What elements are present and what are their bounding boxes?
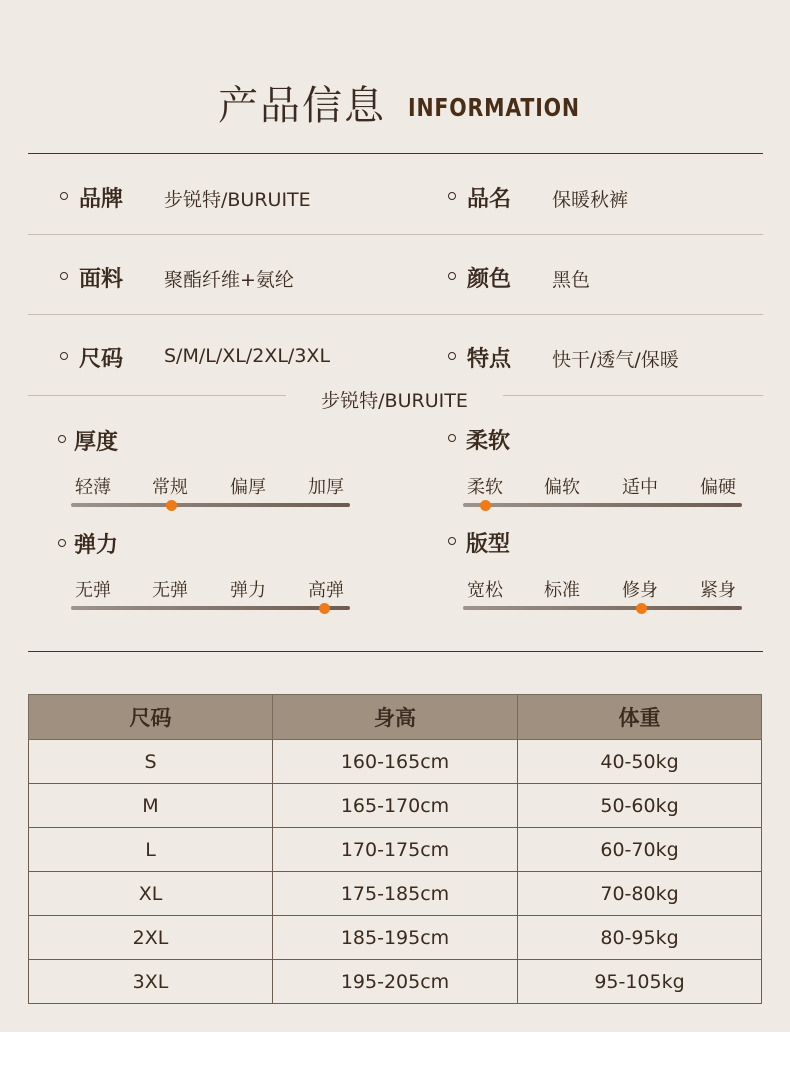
table-header-row [29,695,762,740]
table-cell: 2XL [29,916,273,960]
table-cell: 175-185cm [273,872,518,916]
scale-title-elasticity: 弹力 [74,533,119,558]
table-cell: 80-95kg [518,916,762,960]
table-cell: 160-165cm [273,740,518,784]
scale-indicator [166,500,177,511]
scale-option: 紧身 [700,580,736,601]
table-cell: 165-170cm [273,784,518,828]
scale-option: 适中 [622,477,658,498]
column-header-height: 身高 [273,695,518,740]
scale-option: 轻薄 [75,477,111,498]
divider [28,314,763,315]
table-cell: 40-50kg [518,740,762,784]
bullet-icon [58,539,66,547]
table-cell: L [29,828,273,872]
scale-indicator [480,500,491,511]
column-header-size: 尺码 [29,695,273,740]
table-cell: S [29,740,273,784]
info-value-fabric: 聚酯纤维+氨纶 [164,269,294,291]
info-label-size: 尺码 [79,347,124,372]
bullet-icon [58,435,66,443]
table-cell: 70-80kg [518,872,762,916]
table-row [29,784,762,828]
table-cell: 3XL [29,960,273,1004]
info-label-product-name: 品名 [467,187,512,212]
scale-option: 无弹 [152,580,188,601]
softness-scale-track [463,503,742,507]
scale-option: 修身 [622,580,658,601]
table-cell: 170-175cm [273,828,518,872]
bullet-icon [60,272,68,280]
table-row [29,828,762,872]
scale-option: 标准 [544,580,580,601]
scale-title-thickness: 厚度 [74,430,119,455]
size-chart-table [28,694,762,1004]
scale-option: 加厚 [308,477,344,498]
info-value-brand: 步锐特/BURUITE [164,189,311,211]
table-cell: 195-205cm [273,960,518,1004]
info-label-fabric: 面料 [79,267,124,292]
fit-scale-track [463,606,742,610]
table-cell: 185-195cm [273,916,518,960]
table-row [29,916,762,960]
column-header-weight: 体重 [518,695,762,740]
info-label-brand: 品牌 [79,187,124,212]
table-cell: 50-60kg [518,784,762,828]
table-cell: 60-70kg [518,828,762,872]
scale-option: 弹力 [230,580,266,601]
bullet-icon [60,192,68,200]
scale-option: 偏硬 [700,477,736,498]
bullet-icon [448,352,456,360]
info-value-size: S/M/L/XL/2XL/3XL [164,345,331,367]
scale-option: 常规 [152,477,188,498]
page-title: 产品信息 [218,83,386,129]
elasticity-scale-track [71,606,350,610]
bullet-icon [448,537,456,545]
table-row [29,740,762,784]
info-value-color: 黑色 [552,269,591,291]
divider [28,153,763,154]
info-label-color: 颜色 [467,267,512,292]
brand-watermark: 步锐特/BURUITE [286,386,503,408]
scale-option: 无弹 [75,580,111,601]
bullet-icon [448,272,456,280]
table-cell: 95-105kg [518,960,762,1004]
info-label-features: 特点 [467,347,512,372]
scale-indicator [636,603,647,614]
page-title-en: INFORMATION [408,93,580,122]
scale-option: 偏软 [544,477,580,498]
divider [28,651,763,652]
info-value-product-name: 保暖秋裤 [552,189,629,211]
bullet-icon [60,352,68,360]
scale-title-softness: 柔软 [466,429,511,454]
info-value-features: 快干/透气/保暖 [552,349,679,371]
scale-indicator [319,603,330,614]
scale-option: 柔软 [467,477,503,498]
scale-title-fit: 版型 [466,532,511,557]
thickness-scale-track [71,503,350,507]
divider [28,234,763,235]
bullet-icon [448,192,456,200]
table-row [29,872,762,916]
table-cell: XL [29,872,273,916]
bullet-icon [448,434,456,442]
scale-option: 高弹 [308,580,344,601]
table-row [29,960,762,1004]
table-cell: M [29,784,273,828]
scale-option: 宽松 [467,580,503,601]
scale-option: 偏厚 [230,477,266,498]
